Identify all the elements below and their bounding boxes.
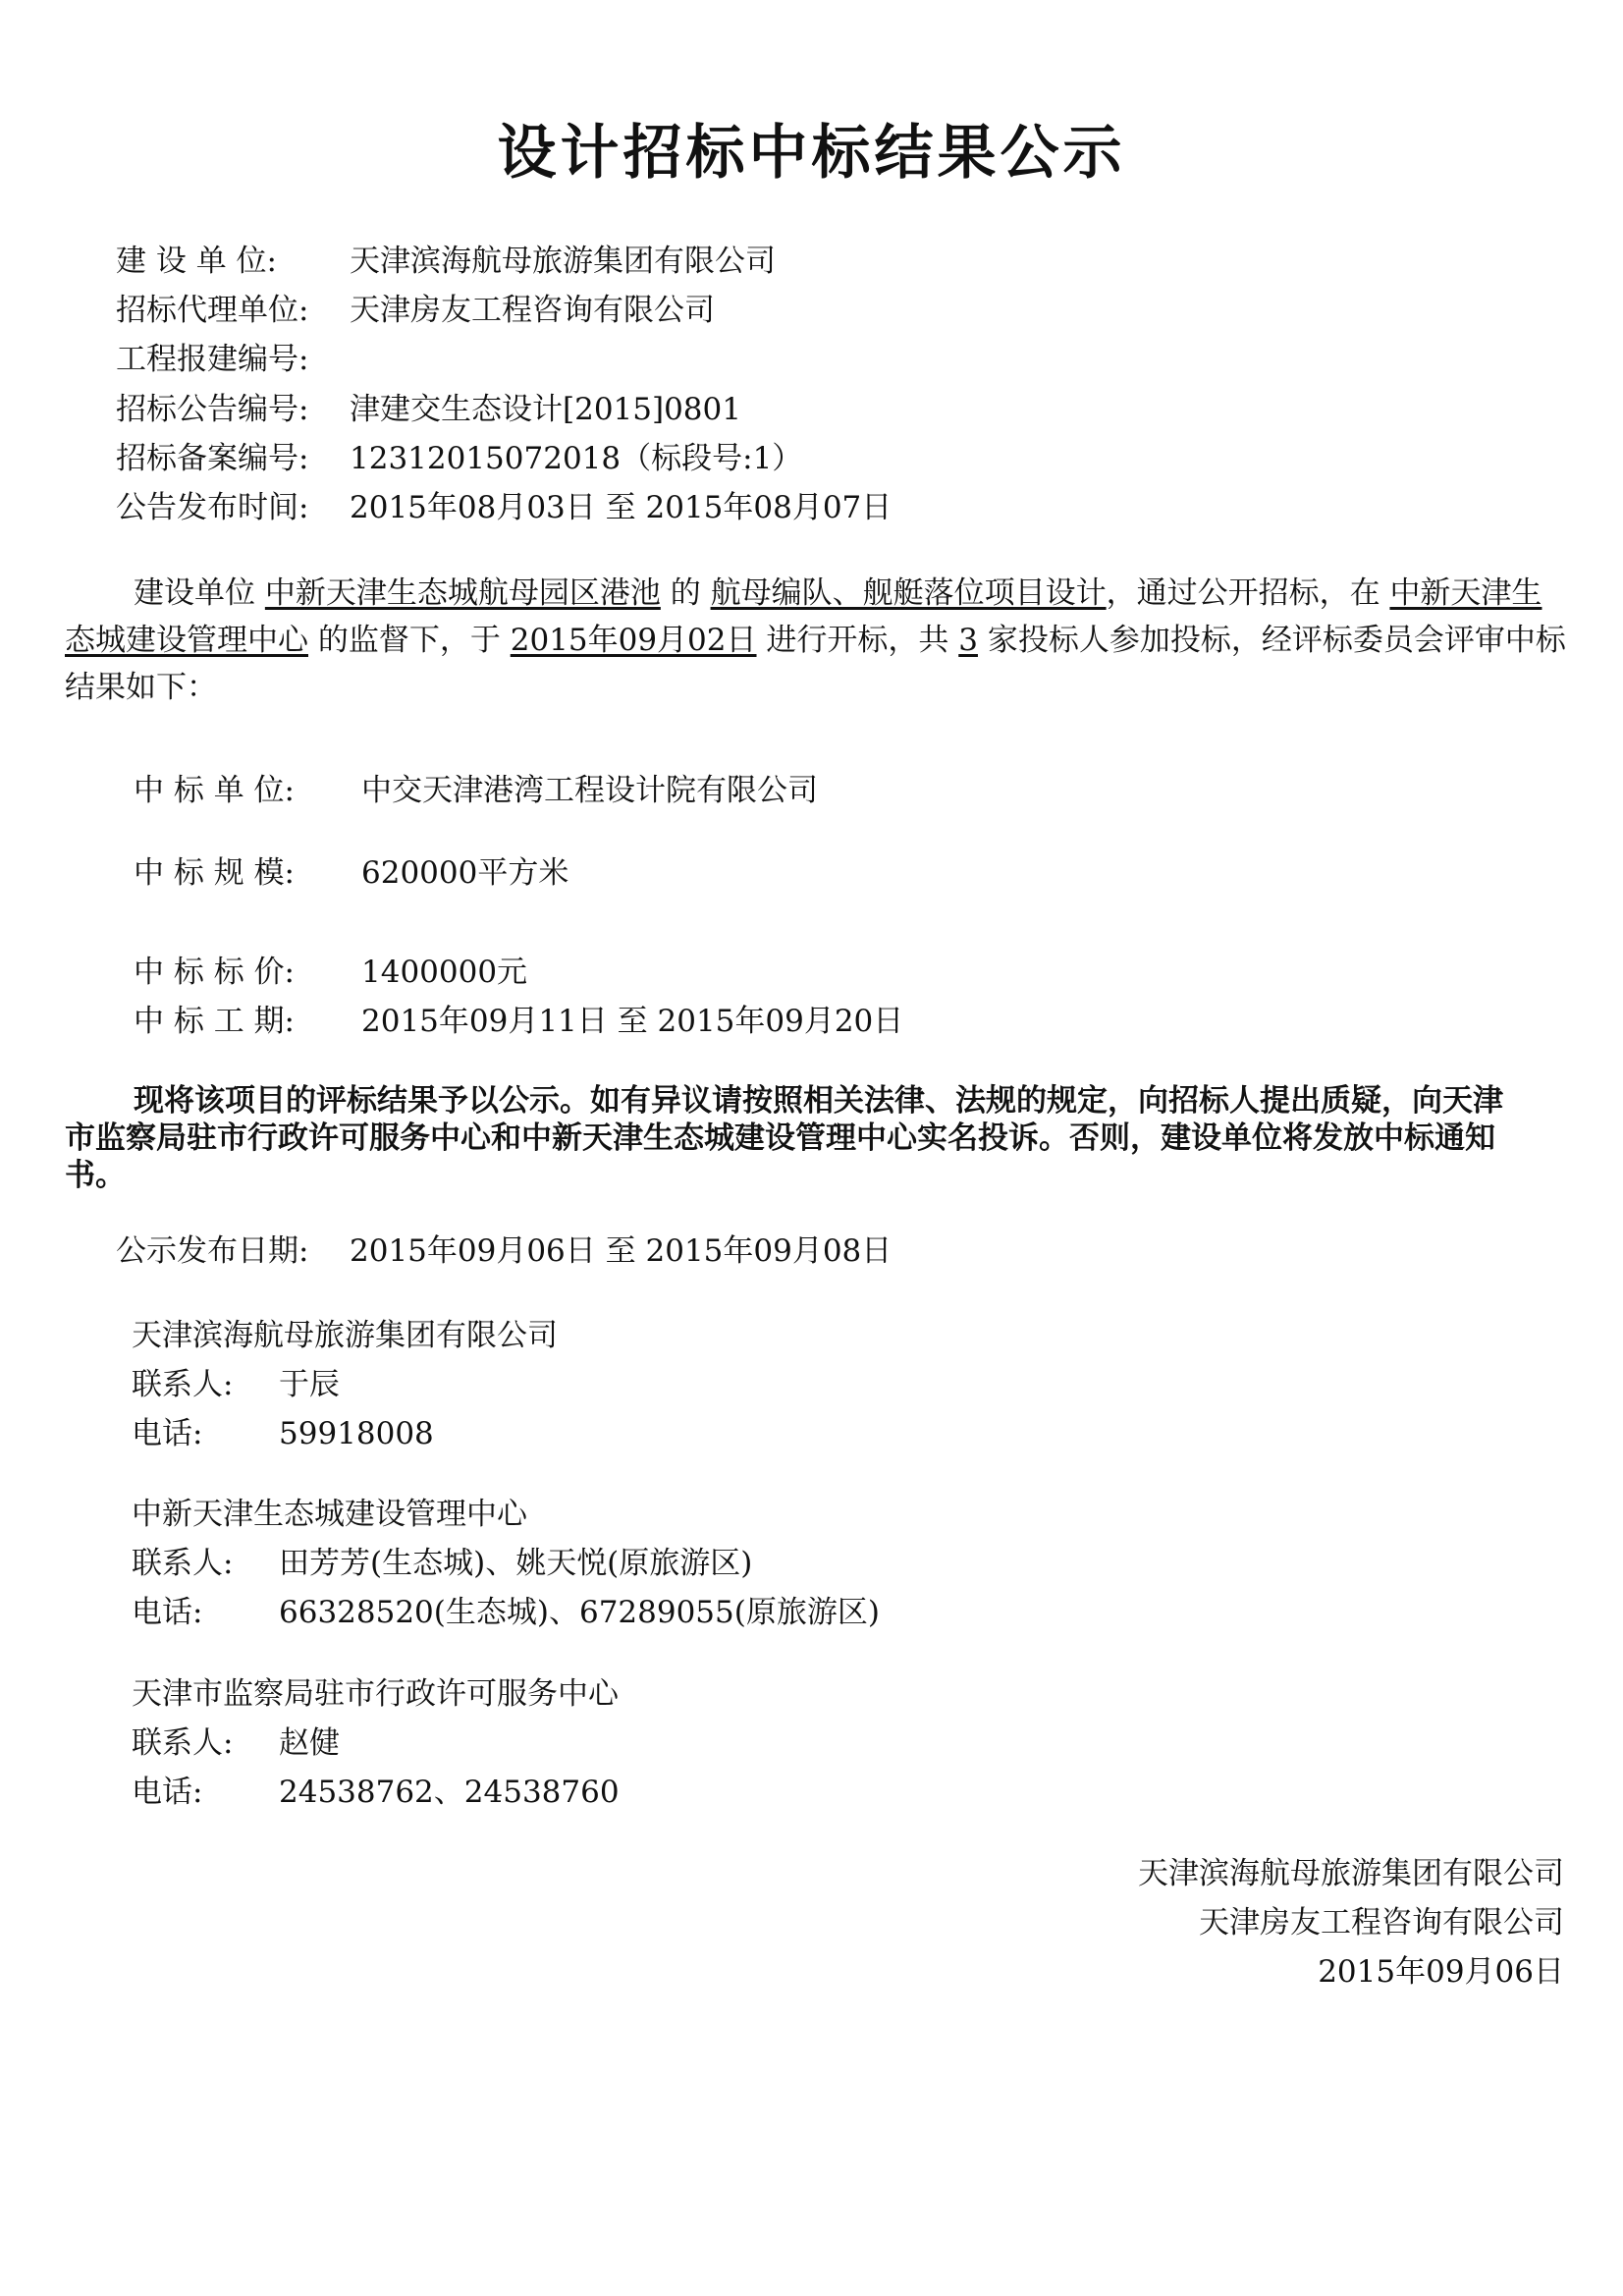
page-title: 设计招标中标结果公示 <box>497 119 1126 188</box>
contact-value: 于辰 <box>279 1367 340 1402</box>
field-builder <box>116 242 776 281</box>
contact-phone <box>132 1593 880 1632</box>
intro-text: 家投标人参加投标，经评标委员会评审中标结果如下： <box>65 623 1566 705</box>
contact-org: 天津市监察局驻市行政许可服务中心 <box>132 1676 619 1712</box>
contact-label: 电话: <box>132 1775 203 1810</box>
field-value: 12312015072018（标段号:1） <box>350 441 803 476</box>
result-label: 中 标 标 价: <box>134 955 296 990</box>
signature-org2: 天津房友工程咨询有限公司 <box>1199 1905 1564 1941</box>
field-project-number <box>116 340 350 379</box>
field-label: 建 设 单 位: <box>116 244 278 279</box>
contact-phone <box>132 1414 434 1453</box>
intro-text: 的监督下，于 <box>317 623 501 658</box>
intro-project: 航母编队、舰艇落位项目设计 <box>710 575 1107 611</box>
field-announcement-number <box>116 390 741 429</box>
publish-date <box>116 1231 892 1271</box>
intro-date: 2015年09月02日 <box>510 623 757 658</box>
contact-label: 电话: <box>132 1595 203 1630</box>
field-label: 招标公告编号: <box>116 392 309 427</box>
contact-label: 联系人: <box>132 1725 234 1761</box>
intro-text: 进行开标，共 <box>766 623 949 658</box>
contact-value: 24538762、24538760 <box>279 1775 620 1810</box>
field-label: 公告发布时间: <box>116 490 309 525</box>
contact-phone <box>132 1773 620 1812</box>
result-value: 中交天津港湾工程设计院有限公司 <box>361 773 818 808</box>
contact-person <box>132 1365 340 1404</box>
field-value: 2015年08月03日 至 2015年08月07日 <box>350 490 893 525</box>
field-value: 天津房友工程咨询有限公司 <box>350 293 715 328</box>
contact-person <box>132 1723 340 1763</box>
contact-value: 赵健 <box>279 1725 340 1761</box>
result-label: 中 标 工 期: <box>134 1004 296 1039</box>
contact-label: 电话: <box>132 1416 203 1451</box>
field-label: 招标备案编号: <box>116 441 309 476</box>
contact-org: 中新天津生态城建设管理中心 <box>132 1497 527 1532</box>
contact-person <box>132 1544 752 1583</box>
publish-value: 2015年09月06日 至 2015年09月08日 <box>350 1233 893 1269</box>
result-scale <box>134 853 568 893</box>
result-label: 中 标 规 模: <box>134 855 296 891</box>
field-value: 津建交生态设计[2015]0801 <box>350 392 741 427</box>
intro-text: ，通过公开招标，在 <box>1106 575 1380 611</box>
result-period <box>134 1002 903 1041</box>
field-publish-time <box>116 488 892 527</box>
signature-date: 2015年09月06日 <box>1318 1954 1564 1990</box>
contact-value: 66328520(生态城)、67289055(原旅游区) <box>279 1595 880 1630</box>
result-label: 中 标 单 位: <box>134 773 296 808</box>
field-value: 天津滨海航母旅游集团有限公司 <box>350 244 776 279</box>
result-value: 1400000元 <box>361 955 528 990</box>
intro-text: 的 <box>670 575 701 611</box>
intro-supervisor: 中新天津生态城建设管理中心 <box>65 575 1542 658</box>
contact-value: 59918008 <box>279 1416 434 1451</box>
contact-label: 联系人: <box>132 1546 234 1581</box>
result-winner <box>134 771 818 810</box>
result-value: 2015年09月11日 至 2015年09月20日 <box>361 1004 904 1039</box>
intro-text: 建设单位 <box>134 575 255 611</box>
field-agency <box>116 291 715 330</box>
contact-org: 天津滨海航母旅游集团有限公司 <box>132 1318 558 1353</box>
contact-label: 联系人: <box>132 1367 234 1402</box>
result-price <box>134 953 527 992</box>
notice-paragraph: 现将该项目的评标结果予以公示。如有异议请按照相关法律、法规的规定，向招标人提出质疑，向天津市监察局驻市行政许可服务中心和中新天津生态城建设管理中心实名投诉。否则，建设单位将发放中标通知书。 <box>65 1083 1503 1193</box>
intro-paragraph <box>65 570 1567 711</box>
result-value: 620000平方米 <box>361 855 569 891</box>
intro-site: 中新天津生态城航母园区港池 <box>264 575 661 611</box>
field-label: 工程报建编号: <box>116 342 309 377</box>
publish-label: 公示发布日期: <box>116 1233 309 1269</box>
intro-count: 3 <box>958 623 978 658</box>
contact-value: 田芳芳(生态城)、姚天悦(原旅游区) <box>279 1546 753 1581</box>
signature-org1: 天津滨海航母旅游集团有限公司 <box>1138 1856 1564 1891</box>
field-filing-number <box>116 439 802 478</box>
field-label: 招标代理单位: <box>116 293 309 328</box>
